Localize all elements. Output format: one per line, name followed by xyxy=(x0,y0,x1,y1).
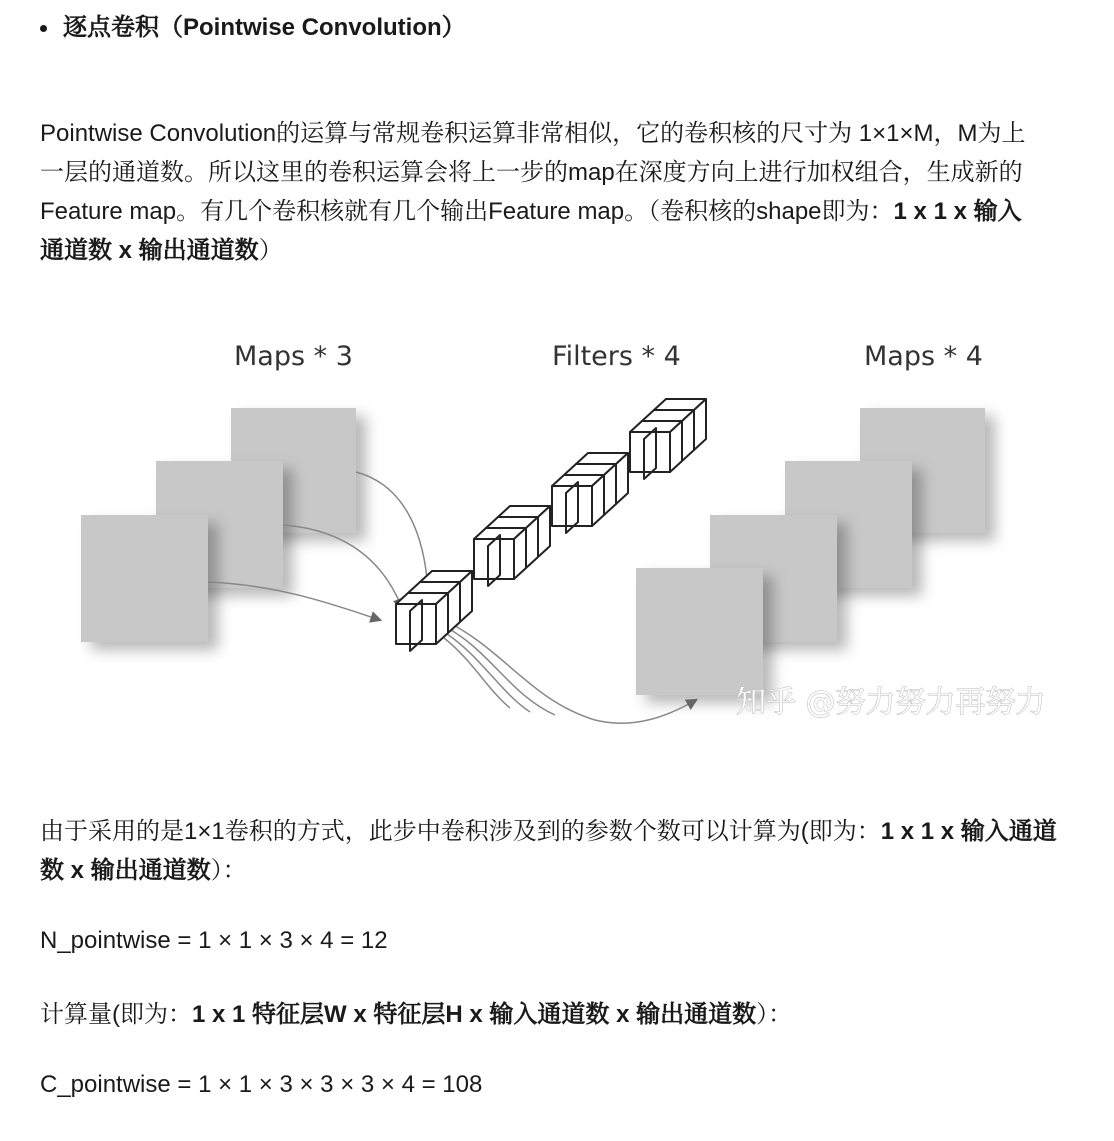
section-heading xyxy=(40,10,466,46)
label-filters: Filters * 4 xyxy=(552,341,681,372)
paragraph3-bold: 1 x 1 特征层W x 特征层H x 输入通道数 x 输出通道数 xyxy=(192,1001,757,1028)
filter-cube-stack xyxy=(474,506,550,586)
filter-cube-stack xyxy=(630,399,706,479)
filter-cube-stack xyxy=(396,571,472,651)
paragraph2-line1: 由于采用的是1×1卷积的方式，此步中卷积涉及到的参数个数可以计算为(即为： xyxy=(40,818,881,845)
paragraph2-line2-bold: 数 x 输出通道数 xyxy=(40,857,211,884)
figure-diagram xyxy=(60,320,1060,750)
input-maps xyxy=(81,408,356,642)
formula-c-pointwise: C_pointwise = 1 × 1 × 3 × 3 × 3 × 4 = 108 xyxy=(40,1071,483,1098)
paragraph1-line4-bold: 通道数 x 输出通道数 xyxy=(40,237,259,264)
section-heading-text: 逐点卷积（Pointwise Convolution） xyxy=(63,14,466,41)
formula-n-pointwise: N_pointwise = 1 × 1 × 3 × 4 = 12 xyxy=(40,927,388,954)
paragraph1-line1: Pointwise Convolution的运算与常规卷积运算非常相似，它的卷积核的尺寸为 1×1×M，M为上 xyxy=(40,120,1026,147)
bullet-icon xyxy=(40,25,47,32)
label-maps-in: Maps * 3 xyxy=(234,341,353,372)
paragraph1-line4: ） xyxy=(258,237,283,264)
output-map xyxy=(636,568,763,695)
watermark-text: 知乎 @努力努力再努力 xyxy=(736,685,1046,720)
paragraph3-tail: ）： xyxy=(756,1001,793,1028)
input-map xyxy=(81,515,208,642)
paragraph-computation xyxy=(40,995,1080,1034)
paragraph1-line2: 一层的通道数。所以这里的卷积运算会将上一步的map在深度方向上进行加权组合，生成新的 xyxy=(40,159,1023,186)
filter-cube-stack xyxy=(552,453,628,533)
paragraph1-line3: Feature map。有几个卷积核就有几个输出Feature map。（卷积核的shape即为： xyxy=(40,198,894,225)
paragraph1-line3-bold: 1 x 1 x 输入 xyxy=(893,198,1022,225)
pointwise-convolution-figure xyxy=(60,320,1060,750)
label-maps-out: Maps * 4 xyxy=(864,341,983,372)
paragraph-parameter-count xyxy=(40,812,1080,890)
paragraph-pointwise-description xyxy=(40,114,1080,270)
paragraph2-line2: ）： xyxy=(210,857,247,884)
paragraph3-normal: 计算量(即为： xyxy=(40,1001,192,1028)
paragraph2-line1-bold: 1 x 1 x 输入通道 xyxy=(880,818,1057,845)
